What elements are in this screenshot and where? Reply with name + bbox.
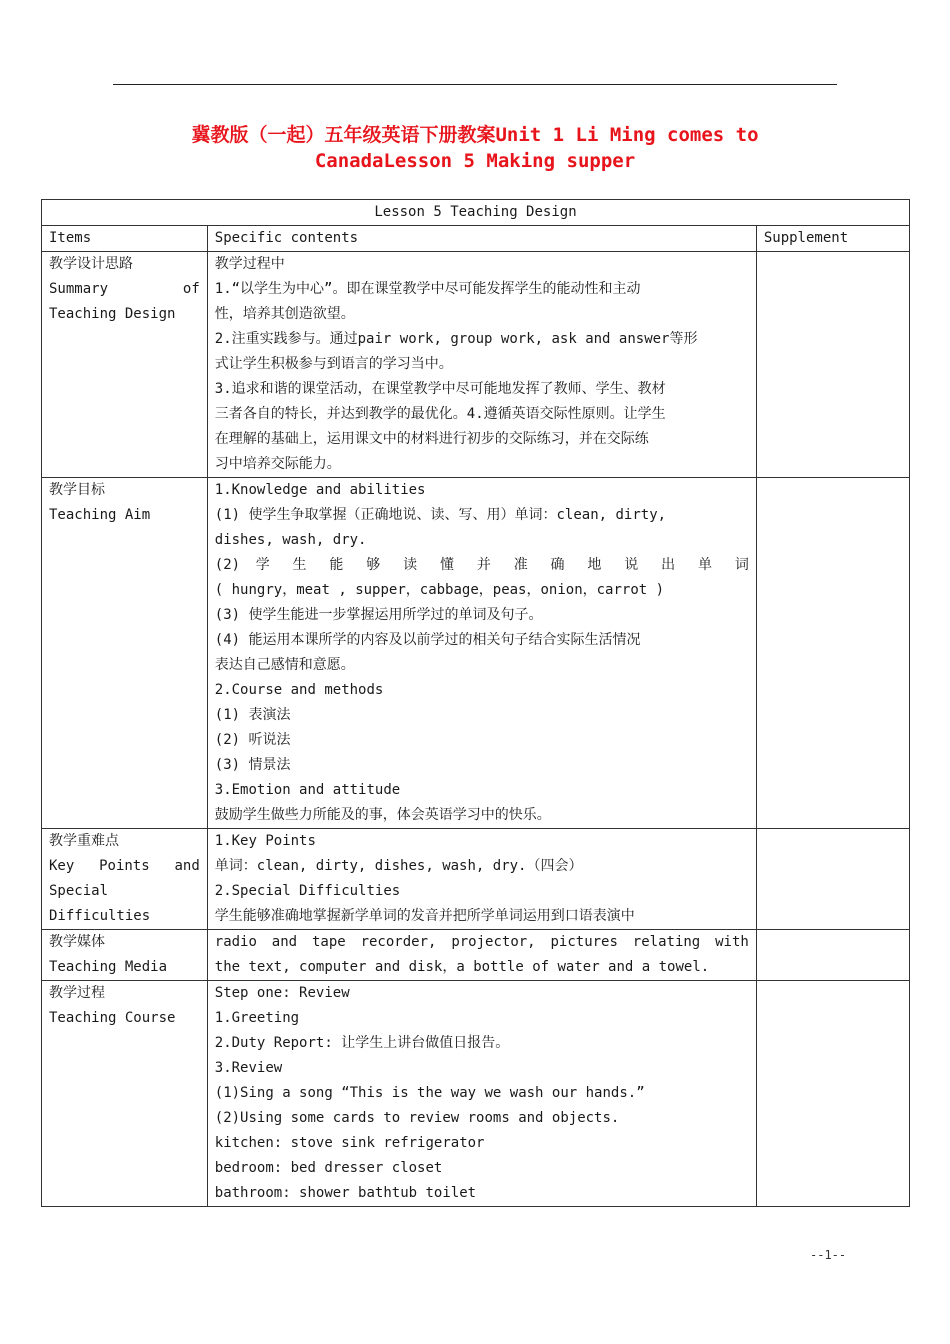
lesson-plan-table [41, 199, 910, 1207]
content-line: radio and tape recorder, projector, pictures relating with [214, 934, 749, 950]
table-caption: Lesson 5 Teaching Design [42, 200, 910, 226]
content-line: 2.注重实践参与。通过pair work, group work, ask and answer等形 [214, 331, 698, 347]
content-line: 1.Knowledge and abilities [214, 482, 426, 498]
content-line: Step one: Review [214, 985, 350, 1001]
content-line: bathroom: shower bathtub toilet [214, 1185, 477, 1201]
content-line: 1.Greeting [214, 1010, 300, 1026]
row-item-cell [42, 478, 208, 829]
row-item-cell [42, 930, 208, 981]
row-content-cell [207, 981, 756, 1207]
item-en: Teaching Design [49, 306, 176, 322]
content-line: 性，培养其创造欲望。 [214, 306, 355, 322]
header-supplement: Supplement [756, 226, 909, 252]
content-line: 3.追求和谐的课堂活动，在课堂教学中尽可能地发挥了教师、学生、教材 [214, 381, 666, 397]
table-caption-row [42, 200, 910, 226]
content-line: (3) 情景法 [214, 757, 291, 773]
item-en: Difficulties [49, 908, 151, 924]
content-line: 学生能够准确地掌握新学单词的发音并把所学单词运用到口语表演中 [214, 908, 635, 924]
table-row [42, 252, 910, 478]
item-cn: 教学目标 [49, 482, 105, 498]
content-line: (4) 能运用本课所学的内容及以前学过的相关句子结合实际生活情况 [214, 632, 641, 648]
header-items: Items [42, 226, 208, 252]
content-line: 2.Duty Report: 让学生上讲台做值日报告。 [214, 1035, 510, 1051]
content-line: (1) 表演法 [214, 707, 291, 723]
row-content-cell [207, 829, 756, 930]
item-en: Teaching Aim [49, 507, 151, 523]
row-supplement-cell [756, 930, 909, 981]
row-content-cell [207, 252, 756, 478]
row-content-cell [207, 478, 756, 829]
row-supplement-cell [756, 981, 909, 1207]
content-line: 3.Review [214, 1060, 283, 1076]
row-supplement-cell [756, 829, 909, 930]
content-line: 2.Special Difficulties [214, 883, 401, 899]
content-line: 鼓励学生做些力所能及的事，体会英语学习中的快乐。 [214, 807, 551, 823]
content-line: 式让学生积极参与到语言的学习当中。 [214, 356, 453, 372]
item-cn: 教学媒体 [49, 934, 105, 950]
page-number: --1-- [810, 1248, 847, 1262]
item-en: Summary of [49, 281, 200, 297]
content-line: (1)Sing a song “This is the way we wash our hands.” [214, 1085, 645, 1101]
content-line: 单词：clean, dirty, dishes, wash, dry.（四会） [214, 858, 583, 874]
header-specific-contents: Specific contents [207, 226, 756, 252]
item-en: Teaching Course [49, 1010, 176, 1026]
content-line: (3) 使学生能进一步掌握运用所学过的单词及句子。 [214, 607, 543, 623]
content-line: 1.Key Points [214, 833, 316, 849]
content-line: 1.“以学生为中心”。即在课堂教学中尽可能发挥学生的能动性和主动 [214, 281, 641, 297]
item-cn: 教学过程 [49, 985, 105, 1001]
table-row [42, 829, 910, 930]
content-line: (2) 学 生 能 够 读 懂 并 准 确 地 说 出 单 词 [214, 557, 749, 573]
document-title [40, 122, 910, 174]
content-line: kitchen: stove sink refrigerator [214, 1135, 485, 1151]
item-cn: 教学重难点 [49, 833, 119, 849]
content-line: (2)Using some cards to review rooms and objects. [214, 1110, 620, 1126]
content-line: dishes, wash, dry. [214, 532, 367, 548]
row-item-cell [42, 981, 208, 1207]
content-line: 三者各自的特长，并达到教学的最优化。4.遵循英语交际性原则。让学生 [214, 406, 666, 422]
row-content-cell [207, 930, 756, 981]
row-item-cell [42, 252, 208, 478]
content-line: 教学过程中 [214, 256, 285, 272]
table-row [42, 478, 910, 829]
table-row [42, 981, 910, 1207]
item-en: Key Points and [49, 858, 200, 874]
content-line: 3.Emotion and attitude [214, 782, 401, 798]
table-row [42, 930, 910, 981]
header-rule [113, 84, 837, 85]
content-line: 表达自己感情和意愿。 [214, 657, 355, 673]
item-cn: 教学设计思路 [49, 256, 133, 272]
table-header-row [42, 226, 910, 252]
row-item-cell [42, 829, 208, 930]
content-line: 2.Course and methods [214, 682, 384, 698]
content-line: the text, computer and disk，a bottle of water and a towel. [214, 959, 710, 975]
row-supplement-cell [756, 252, 909, 478]
content-line: 在理解的基础上，运用课文中的材料进行初步的交际练习，并在交际练 [214, 431, 649, 447]
row-supplement-cell [756, 478, 909, 829]
content-line: bedroom: bed dresser closet [214, 1160, 443, 1176]
content-line: 习中培养交际能力。 [214, 456, 341, 472]
item-en: Special [49, 883, 109, 899]
title-line-1: 冀教版（一起）五年级英语下册教案Unit 1 Li Ming comes to [191, 124, 759, 146]
content-line: (2) 听说法 [214, 732, 291, 748]
content-line: (1) 使学生争取掌握（正确地说、读、写、用）单词：clean, dirty, [214, 507, 667, 523]
content-line: ( hungry，meat , supper，cabbage，peas，onion，carrot ) [214, 582, 665, 598]
item-en: Teaching Media [49, 959, 168, 975]
title-line-2: CanadaLesson 5 Making supper [314, 150, 636, 172]
